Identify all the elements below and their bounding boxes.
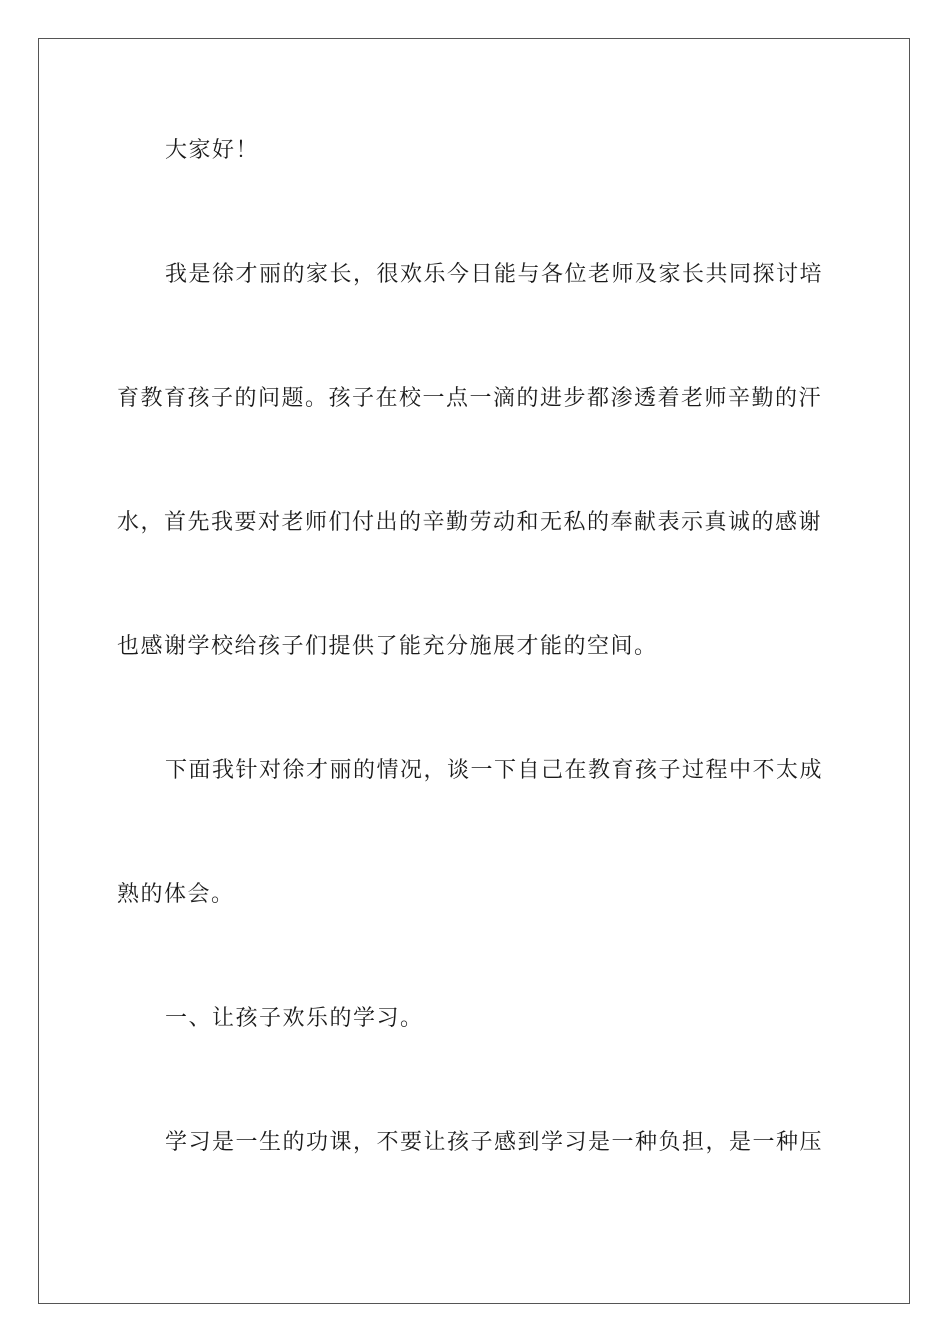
paragraph-line: 熟的体会。: [117, 882, 235, 907]
section-heading: 一、让孩子欢乐的学习。: [165, 1006, 424, 1031]
paragraph-line: 育教育孩子的问题。孩子在校一点一滴的进步都渗透着老师辛勤的汗: [117, 386, 823, 411]
paragraph-line: 也感谢学校给孩子们提供了能充分施展才能的空间。: [117, 634, 658, 659]
paragraph-line: 我是徐才丽的家长，很欢乐今日能与各位老师及家长共同探讨培: [165, 262, 824, 287]
paragraph-line: 水，首先我要对老师们付出的辛勤劳动和无私的奉献表示真诚的感谢: [117, 510, 823, 535]
paragraph-line: 学习是一生的功课，不要让孩子感到学习是一种负担，是一种压: [165, 1130, 824, 1155]
greeting-line: 大家好！: [165, 138, 260, 163]
page-frame: [38, 38, 910, 1304]
paragraph-line: 下面我针对徐才丽的情况，谈一下自己在教育孩子过程中不太成: [165, 758, 824, 783]
